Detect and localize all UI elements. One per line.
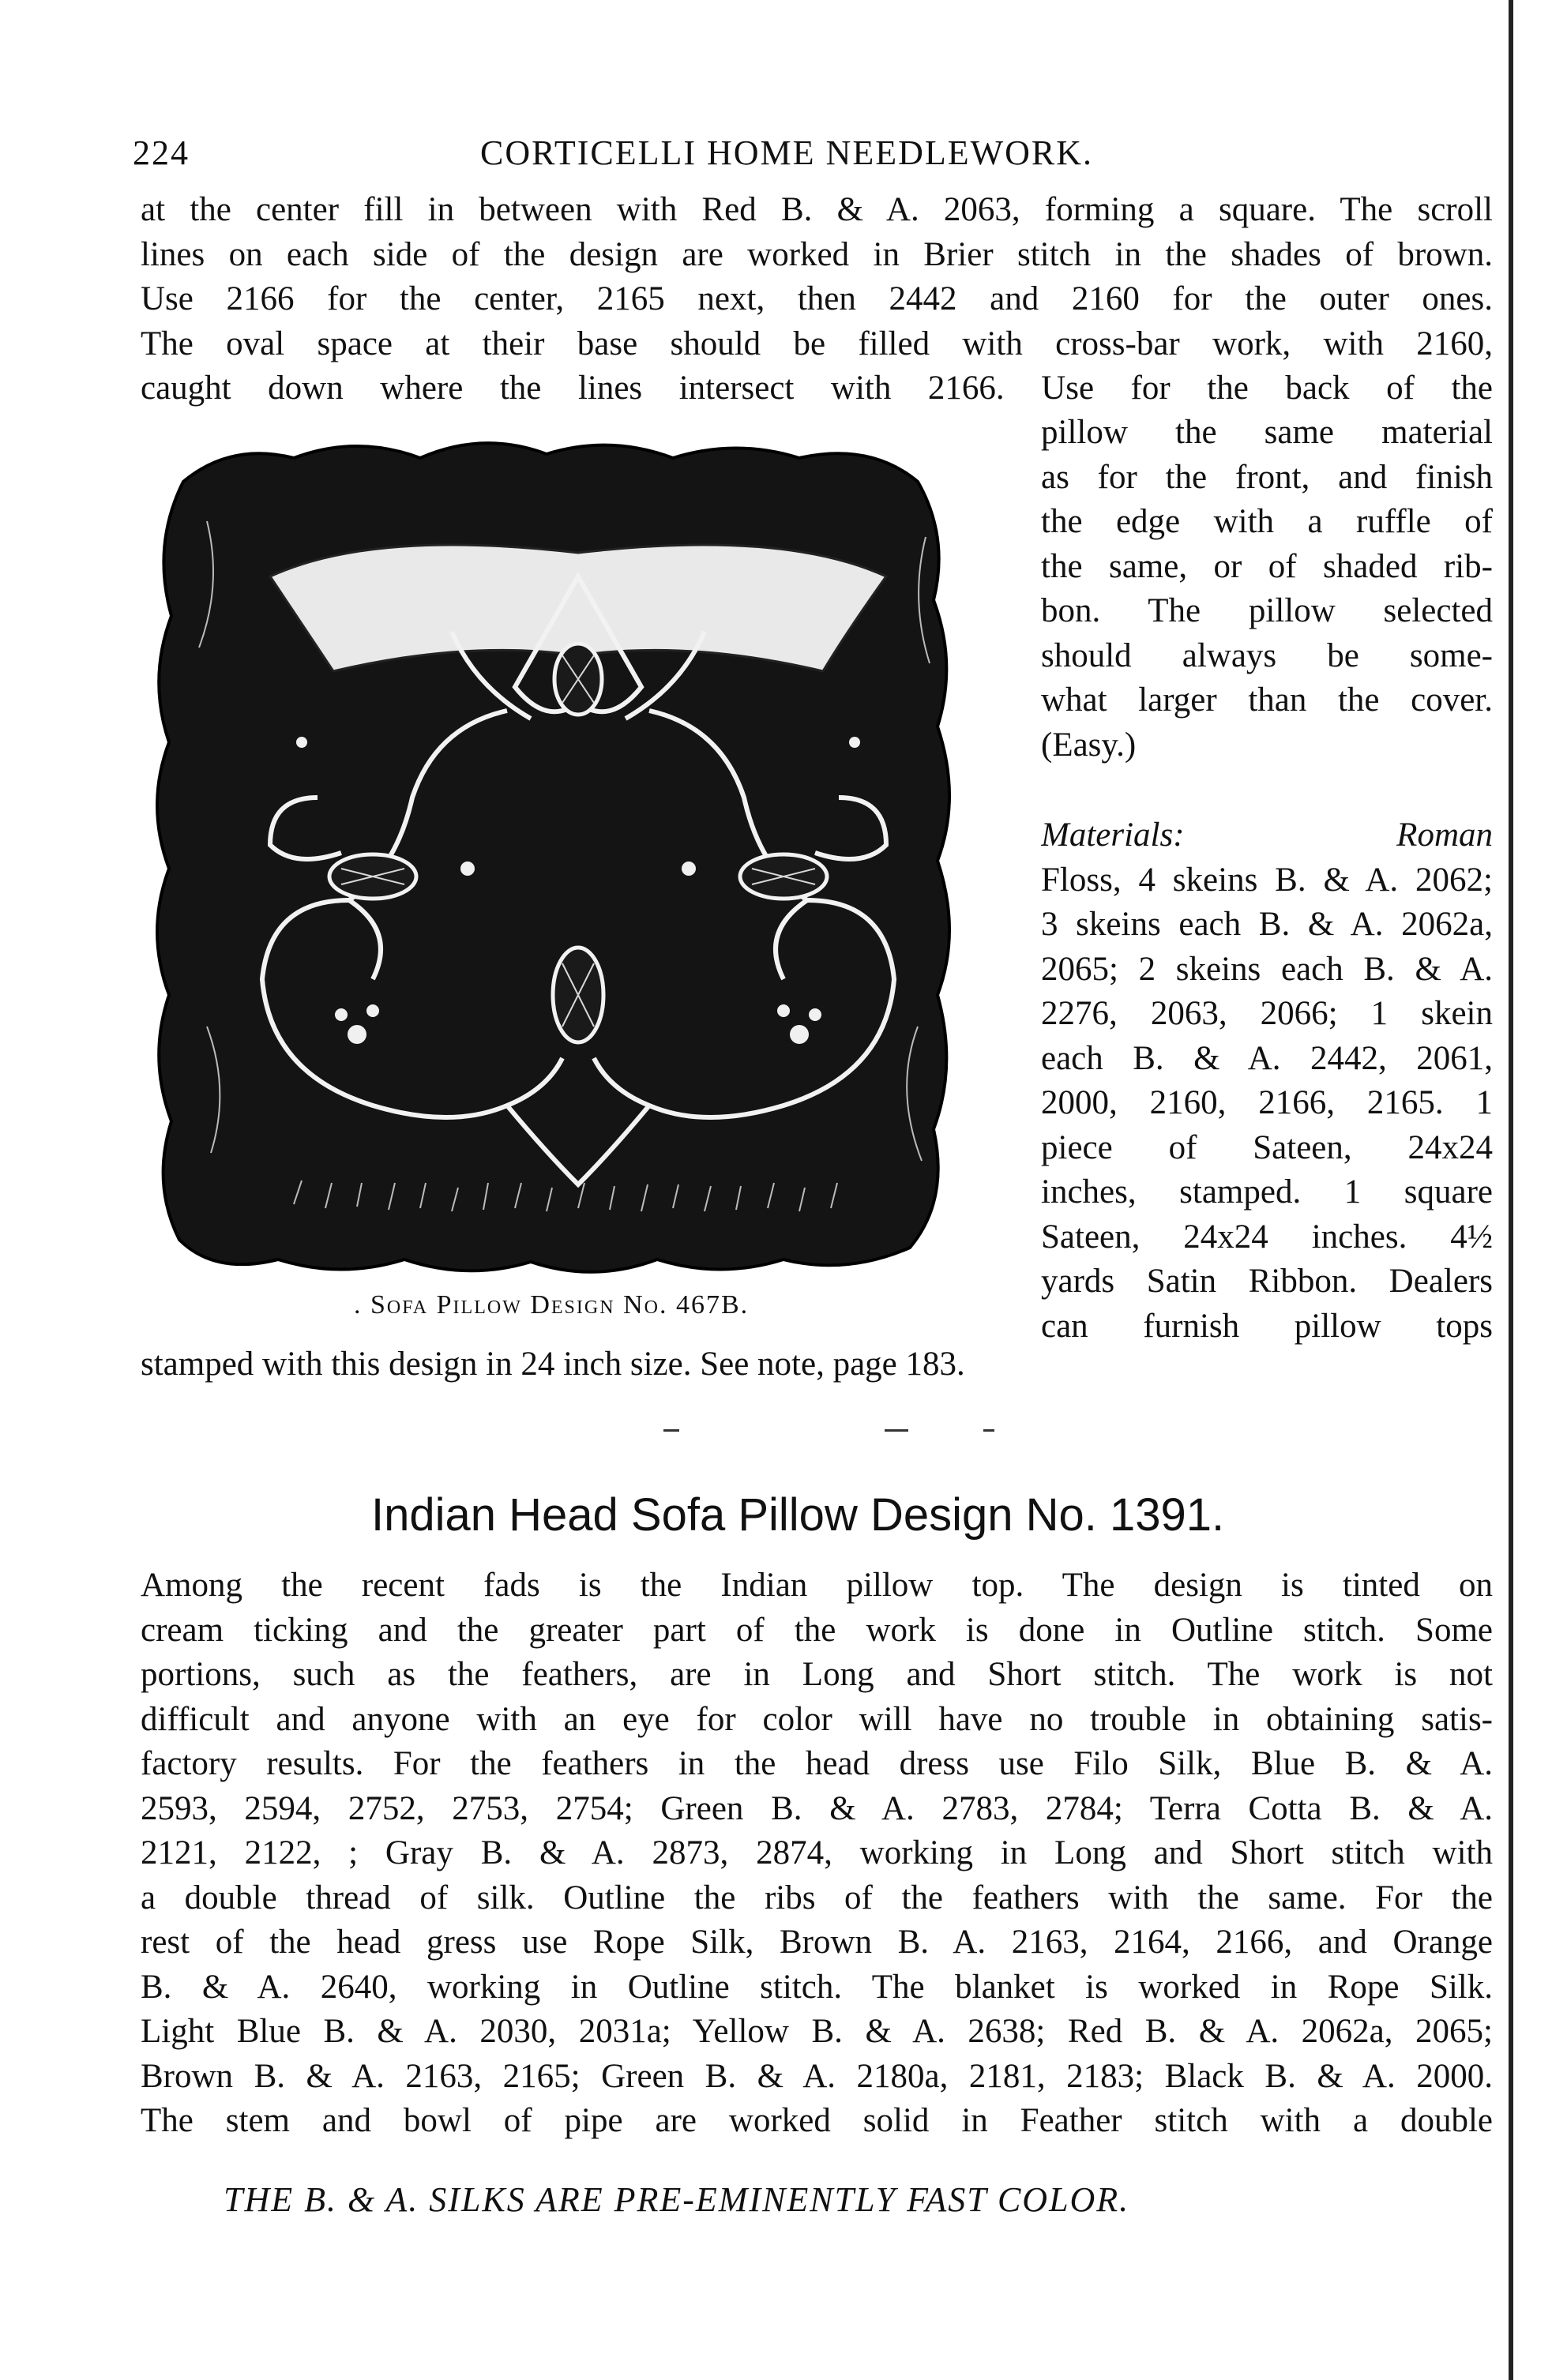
side-paragraph [1041, 411, 1493, 768]
intro-paragraph [141, 188, 1493, 411]
text-line: difficult and anyone with an eye for color will have no trouble in obtaining satis- [141, 1700, 1493, 1738]
text-line: should always be some- [1041, 636, 1493, 674]
footer-slogan: THE B. & A. SILKS ARE PRE-EMINENTLY FAST COLOR. [224, 2180, 1130, 2219]
text-line: as for the front, and finish [1041, 458, 1493, 496]
stamped-line-paragraph [141, 1342, 1246, 1387]
materials-line: Floss, 4 skeins B. & A. 2062; [1041, 861, 1493, 899]
materials-line: 3 skeins each B. & A. 2062a, [1041, 906, 1493, 943]
materials-line: piece of Sateen, 24x24 [1041, 1128, 1493, 1166]
text-line: the edge with a ruffle of [1041, 503, 1493, 540]
figure-caption: . Sofa Pillow Design No. 467B. [354, 1290, 750, 1320]
text-line: portions, such as the feathers, are in Long and Short stitch. The work is not [141, 1656, 1493, 1693]
text-line: the same, or of shaded rib- [1041, 547, 1493, 585]
text-line: lines on each side of the design are worked in Brier stitch in the shades of brown. [141, 235, 1493, 273]
text-line: stamped with this design in 24 inch size. See note, page 183. [141, 1346, 965, 1383]
text-line: The oval space at their base should be filled with cross-bar work, with 2160, [141, 325, 1493, 362]
text-line: what larger than the cover. [1041, 681, 1493, 719]
text-line: Among the recent fads is the Indian pillow top. The design is tinted on [141, 1567, 1493, 1604]
text-line: rest of the head gress use Rope Silk, Brown B. A. 2163, 2164, 2166, and Orange [141, 1924, 1493, 1961]
materials-line: 2000, 2160, 2166, 2165. 1 [1041, 1084, 1493, 1121]
text-line: a double thread of silk. Outline the ribs of the feathers with the same. For the [141, 1879, 1493, 1916]
materials-line: yards Satin Ribbon. Dealers [1041, 1263, 1493, 1300]
materials-line: each B. & A. 2442, 2061, [1041, 1039, 1493, 1077]
text-line: factory results. For the feathers in the head dress use Filo Silk, Blue B. & A. [141, 1745, 1493, 1782]
pillow-drawing [136, 426, 1019, 1287]
section-heading: Indian Head Sofa Pillow Design No. 1391. [371, 1489, 1225, 1541]
text-line: cream ticking and the greater part of the work is done in Outline stitch. Some [141, 1611, 1493, 1649]
text-line: (Easy.) [1041, 726, 1137, 764]
ornament-dash [983, 1429, 994, 1432]
text-line: Light Blue B. & A. 2030, 2031a; Yellow B. & A. 2638; Red B. & A. 2062a, 2065; [141, 2013, 1493, 2050]
text-line: The stem and bowl of pipe are worked solid in Feather stitch with a double [141, 2102, 1493, 2139]
materials-line: 2065; 2 skeins each B. & A. [1041, 950, 1493, 988]
text-line: B. & A. 2640, working in Outline stitch. The blanket is worked in Rope Silk. [141, 1968, 1493, 2006]
running-title: CORTICELLI HOME NEEDLEWORK. [480, 133, 1094, 172]
text-line: pillow the same material [1041, 414, 1493, 451]
sofa-pillow-illustration [136, 426, 1019, 1287]
materials-paragraph [1041, 813, 1493, 1349]
page-number: 224 [133, 133, 190, 172]
text-line: at the center fill in between with Red B. & A. 2063, forming a square. The scroll [141, 191, 1493, 228]
materials-line: inches, stamped. 1 square [1041, 1173, 1493, 1211]
materials-line: can furnish pillow tops [1041, 1307, 1493, 1345]
text-line: 2593, 2594, 2752, 2753, 2754; Green B. & A. 2783, 2784; Terra Cotta B. & A. [141, 1789, 1493, 1827]
materials-line: Sateen, 24x24 inches. 4½ [1041, 1218, 1493, 1256]
section-paragraph [141, 1564, 1493, 2144]
ornament-dash [663, 1429, 679, 1432]
page-edge-line [1509, 0, 1513, 2380]
text-line: Use 2166 for the center, 2165 next, then 2442 and 2160 for the outer ones. [141, 280, 1493, 317]
materials-line: 2276, 2063, 2066; 1 skein [1041, 995, 1493, 1032]
ornament-dash [885, 1429, 908, 1432]
text-line: Brown B. & A. 2163, 2165; Green B. & A. 2180a, 2181, 2183; Black B. & A. 2000. [141, 2057, 1493, 2095]
materials-line: Materials: Roman [1041, 816, 1493, 854]
text-line: 2121, 2122, ; Gray B. & A. 2873, 2874, working in Long and Short stitch with [141, 1834, 1493, 1871]
text-line: bon. The pillow selected [1041, 592, 1493, 629]
text-line: caught down where the lines intersect with 2166. Use for the back of the [141, 370, 1493, 407]
